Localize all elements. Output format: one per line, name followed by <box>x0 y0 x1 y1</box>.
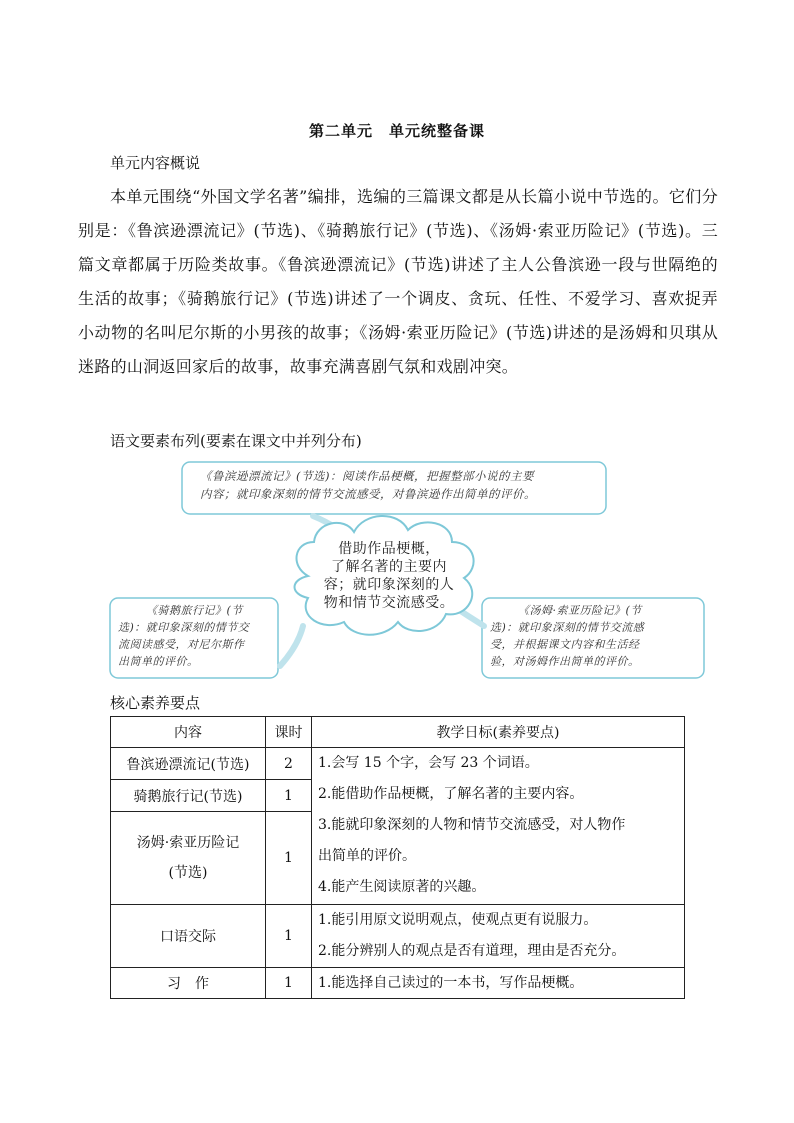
cloud-line-4: 物和情节交流感受。 <box>323 595 455 611</box>
row-content: 口语交际 <box>111 905 266 968</box>
cloud-line-2: 了解名著的主要内 <box>331 559 447 575</box>
elements-heading: 语文要素布列(要素在课文中并列分布) <box>110 432 362 450</box>
goal-line: 2.能分辨别人的观点是否有道理，理由是否充分。 <box>318 943 626 959</box>
row-hours: 1 <box>266 968 312 999</box>
row-content: 鲁滨逊漂流记(节选) <box>111 748 266 780</box>
goal-line: 出简单的评价。 <box>318 848 416 864</box>
right-box-line-3: 受，并根据课文内容和生活经 <box>490 638 640 651</box>
left-box-line-3: 流阅读感受，对尼尔斯作 <box>118 638 245 651</box>
goal-line: 1.能选择自己读过的一本书，写作品梗概。 <box>318 975 584 991</box>
row-content: 骑鹅旅行记(节选) <box>111 780 266 812</box>
goals-writing-cell <box>312 968 685 999</box>
overview-heading: 单元内容概说 <box>110 154 201 172</box>
core-table <box>110 716 685 999</box>
row-content <box>111 812 266 905</box>
goals-oral-cell <box>312 905 685 968</box>
table-row <box>111 748 685 780</box>
cloud-line-3: 容；就印象深刻的人 <box>323 577 455 593</box>
goal-line: 3.能就印象深刻的人物和情节交流感受，对人物作 <box>318 817 626 833</box>
table-row <box>111 905 685 968</box>
header-content: 内容 <box>111 717 266 748</box>
left-box-line-4: 出简单的评价。 <box>118 655 199 668</box>
core-heading: 核心素养要点 <box>110 694 201 712</box>
goal-line: 2.能借助作品梗概，了解名著的主要内容。 <box>318 786 584 802</box>
row-hours: 1 <box>266 812 312 905</box>
goal-line: 1.会写 15 个字，会写 23 个词语。 <box>318 755 539 771</box>
row-hours: 1 <box>266 905 312 968</box>
left-box-line-1: 《骑鹅旅行记》(节 <box>146 604 243 617</box>
row-content-line-2: (节选) <box>168 865 208 881</box>
page-title: 第二单元 单元统整备课 <box>308 122 485 140</box>
cloud-line-1: 借助作品梗概， <box>338 541 440 557</box>
row-hours: 1 <box>266 780 312 812</box>
row-content-line-1: 汤姆·索亚历险记 <box>136 835 240 851</box>
top-box-line-1: 《鲁滨逊漂流记》(节选)：阅读作品梗概，把握整部小说的主要 <box>200 469 534 483</box>
row-content: 习 作 <box>111 968 266 999</box>
goal-line: 4.能产生阅读原著的兴趣。 <box>318 879 486 895</box>
right-box-line-4: 验，对汤姆作出简单的评价。 <box>490 655 640 668</box>
header-goals: 教学日标(素养要点) <box>312 717 685 748</box>
right-box-line-2: 选)：就印象深刻的情节交流感 <box>490 621 645 634</box>
overview-paragraph: 本单元围绕“外国文学名著”编排，选编的三篇课文都是从长篇小说中节选的。它们分别是：《鲁滨逊漂流记》(节选)、《骑鹅旅行记》(节选)、《汤姆·索亚历险记》(节选)。三篇文章都属于历险类故事。《鲁滨逊漂流记》(节选)讲述了主人公鲁滨逊一段与世隔绝的生活的故事；《骑鹅旅行记》(节选)讲述了一个调皮、贪玩、任性、不爱学习、喜欢捉弄小动物的名叫尼尔斯的小男孩的故事；《汤姆·索亚历险记》(节选)讲述的是汤姆和贝琪从迷路的山洞返回家后的故事，故事充满喜剧气氛和戏剧冲突。 <box>78 187 718 376</box>
header-hours: 课时 <box>266 717 312 748</box>
elements-diagram <box>108 456 708 684</box>
connector-left <box>280 626 303 666</box>
table-row <box>111 968 685 999</box>
goals-reading-cell <box>312 748 685 905</box>
table-header-row <box>111 717 685 748</box>
right-box-line-1: 《汤姆·索亚历险记》(节 <box>518 604 642 617</box>
left-box-line-2: 选)：就印象深刻的情节交 <box>118 621 250 634</box>
top-box-line-2: 内容；就印象深刻的情节交流感受，对鲁滨逊作出简单的评价。 <box>200 487 536 501</box>
goal-line: 1.能引用原文说明观点，使观点更有说服力。 <box>318 912 598 928</box>
row-hours: 2 <box>266 748 312 780</box>
